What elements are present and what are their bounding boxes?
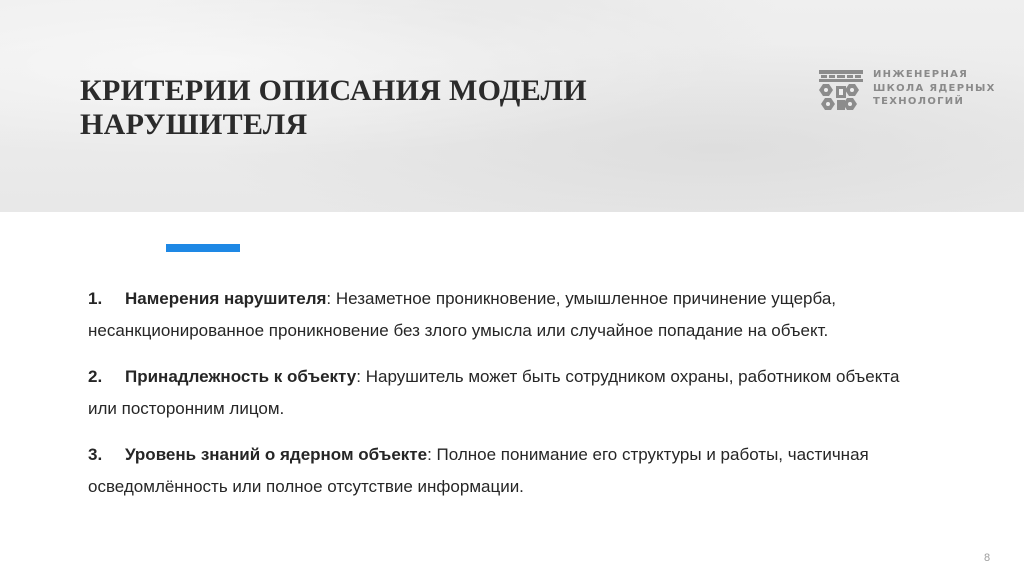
list-item-text: : Полное понимание его структуры и работы, частичная осведомлённость или полное отсутствие информации. [88,445,869,496]
list-item [88,361,928,425]
list-item-number: 3. [88,445,103,464]
criteria-list [88,283,928,517]
list-item-term: Уровень знаний о ядерном объекте [125,445,428,464]
title-line-1: КРИТЕРИИ ОПИСАНИЯ МОДЕЛИ [80,74,587,107]
list-item [88,439,928,503]
list-item-term: Принадлежность к объекту [125,367,357,386]
header-banner [0,0,1024,212]
list-item-term: Намерения нарушителя [125,289,327,308]
list-item [88,283,928,347]
logo-text-line-1: ИНЖЕНЕРНАЯ [873,69,969,80]
logo-text [873,68,1013,109]
logo-text-line-2: ШКОЛА ЯДЕРНЫХ [873,82,996,94]
page-number: 8 [984,552,991,564]
list-item-number: 2. [88,367,103,386]
list-item-text: : Нарушитель может быть сотрудником охраны, работником объекта или посторонним лицом. [88,367,900,418]
title-line-2: НАРУШИТЕЛЯ [80,108,308,141]
list-item-text: : Незаметное проникновение, умышленное причинение ущерба, несанкционированное проникновение без злого умысла или случайное попадание на объект. [88,289,836,340]
slide-title [80,74,720,142]
school-logo [819,66,1009,116]
logo-text-line-3: ТЕХНОЛОГИЙ [873,96,965,107]
ishyat-logo-icon [819,66,863,110]
list-item-number: 1. [88,289,103,308]
accent-bar [166,244,240,252]
